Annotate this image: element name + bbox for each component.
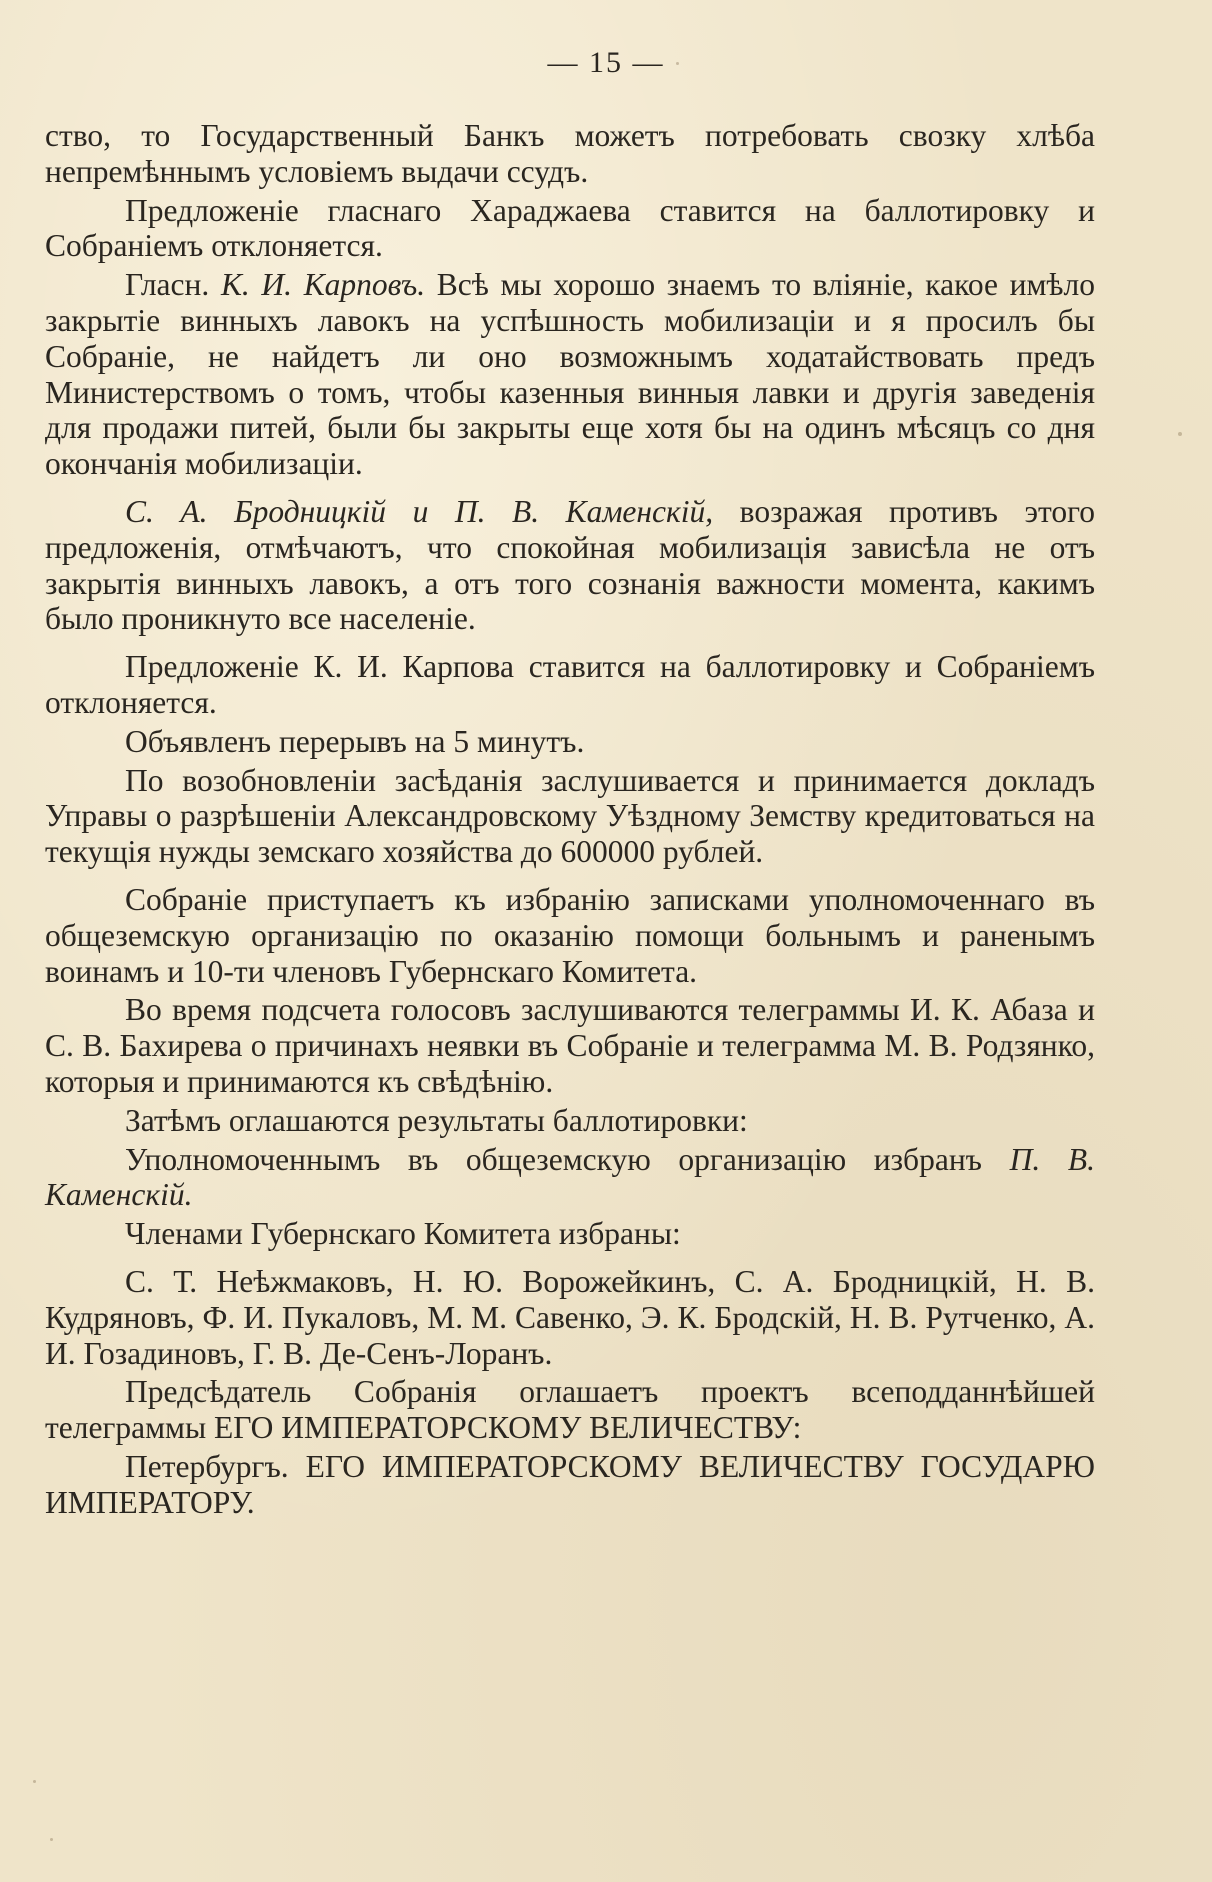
text-run: Предложеніе К. И. Карпова ставится на баллотировку и Собраніемъ отклоняется. [45, 649, 1095, 720]
paragraph [45, 1449, 1095, 1521]
paragraph [45, 724, 1095, 760]
paragraph [45, 992, 1095, 1099]
paragraph [45, 1103, 1095, 1139]
paragraph [45, 1264, 1095, 1371]
text-run: Объявленъ перерывъ на 5 минутъ. [125, 723, 585, 759]
paragraph [45, 1142, 1095, 1214]
text-run: Предложеніе гласнаго Хараджаева ставится на баллотировку и Собраніемъ отклоняется. [45, 192, 1095, 264]
text-run: Затѣмъ оглашаются результаты баллотировки: [125, 1102, 748, 1138]
text-run: С. Т. Неѣжмаковъ, Н. Ю. Ворожейкинъ, С. А. Бродницкій, Н. В. Кудряновъ, Ф. И. Пукаловъ, М. М. Савенко, Э. К. Бродскій, Н. В. Рутченко, А. И. Гозадиновъ, Г. В. Де-Сенъ-Лоранъ. [45, 1263, 1095, 1371]
paragraph [45, 882, 1095, 989]
text-run: Гласн. [125, 267, 221, 303]
print-speck [33, 1780, 36, 1783]
print-speck [1178, 432, 1182, 436]
paragraph [45, 118, 1095, 190]
text-run: Уполномоченнымъ въ общеземскую организацію избранъ [125, 1141, 1010, 1177]
paragraph [45, 494, 1095, 637]
speaker-name: К. И. Карповъ. [220, 267, 426, 303]
paragraph [45, 649, 1095, 721]
text-run: Всѣ мы хорошо знаемъ то вліяніе, какое имѣло закрытіе винныхъ лавокъ на успѣшность мобилизаціи и я просилъ бы Собраніе, не найдетъ ли оно возможнымъ ходатайствовать предъ Министерствомъ о томъ, чтобы казенныя винныя лавки и другія заведенія для продажи питей, были бы закрыты еще хотя бы на одинъ мѣсяцъ со дня окончанія мобилизаціи. [45, 267, 1095, 482]
paragraph [45, 1374, 1095, 1446]
text-run: ство, то Государственный Банкъ можетъ потребовать свозку хлѣба непремѣннымъ условіемъ выдачи ссудъ. [45, 118, 1095, 189]
text-run: возражая противъ этого предложенія, отмѣчаютъ, что спокойная мобилизація зависѣла не отъ закрытія винныхъ лавокъ, а отъ того сознанія важности момента, какимъ было проникнуто все населеніе. [45, 493, 1095, 637]
print-speck [676, 62, 679, 65]
paragraph [45, 193, 1095, 265]
paragraph [45, 267, 1095, 482]
speaker-name: С. А. Бродницкій и П. В. Каменскій, [125, 493, 714, 529]
speaker-name: П. В. Каменскій. [45, 1141, 1095, 1213]
text-run: Во время подсчета голосовъ заслушиваются телеграммы И. К. Абаза и С. В. Бахирева о причинахъ неявки въ Собраніе и телеграмма М. В. Родзянко, которыя и принимаются къ свѣдѣнію. [45, 992, 1095, 1099]
paragraph [45, 1216, 1095, 1252]
body-text [45, 118, 1095, 1523]
text-run: Собраніе приступаетъ къ избранію записками уполномоченнаго въ общеземскую организацію по оказанію помощи больнымъ и раненымъ воинамъ и 10-ти членовъ Губернскаго Комитета. [45, 881, 1095, 989]
text-run: Членами Губернскаго Комитета избраны: [125, 1216, 681, 1252]
text-run: По возобновленіи засѣданія заслушивается и принимается докладъ Управы о разрѣшеніи Александровскому Уѣздному Земству кредитоваться на текущія нужды земскаго хозяйства до 600000 рублей. [45, 762, 1095, 870]
paragraph [45, 763, 1095, 870]
page-number: — 15 — [547, 46, 665, 79]
print-speck [50, 1838, 53, 1841]
text-run: Петербургъ. ЕГО ИМПЕРАТОРСКОМУ ВЕЛИЧЕСТВУ ГОСУДАРЮ ИМПЕРАТОРУ. [45, 1448, 1095, 1520]
text-run: Предсѣдатель Собранія оглашаетъ проектъ всеподданнѣйшей телеграммы ЕГО ИМПЕРАТОРСКОМУ ВЕЛИЧЕСТВУ: [45, 1374, 1095, 1446]
